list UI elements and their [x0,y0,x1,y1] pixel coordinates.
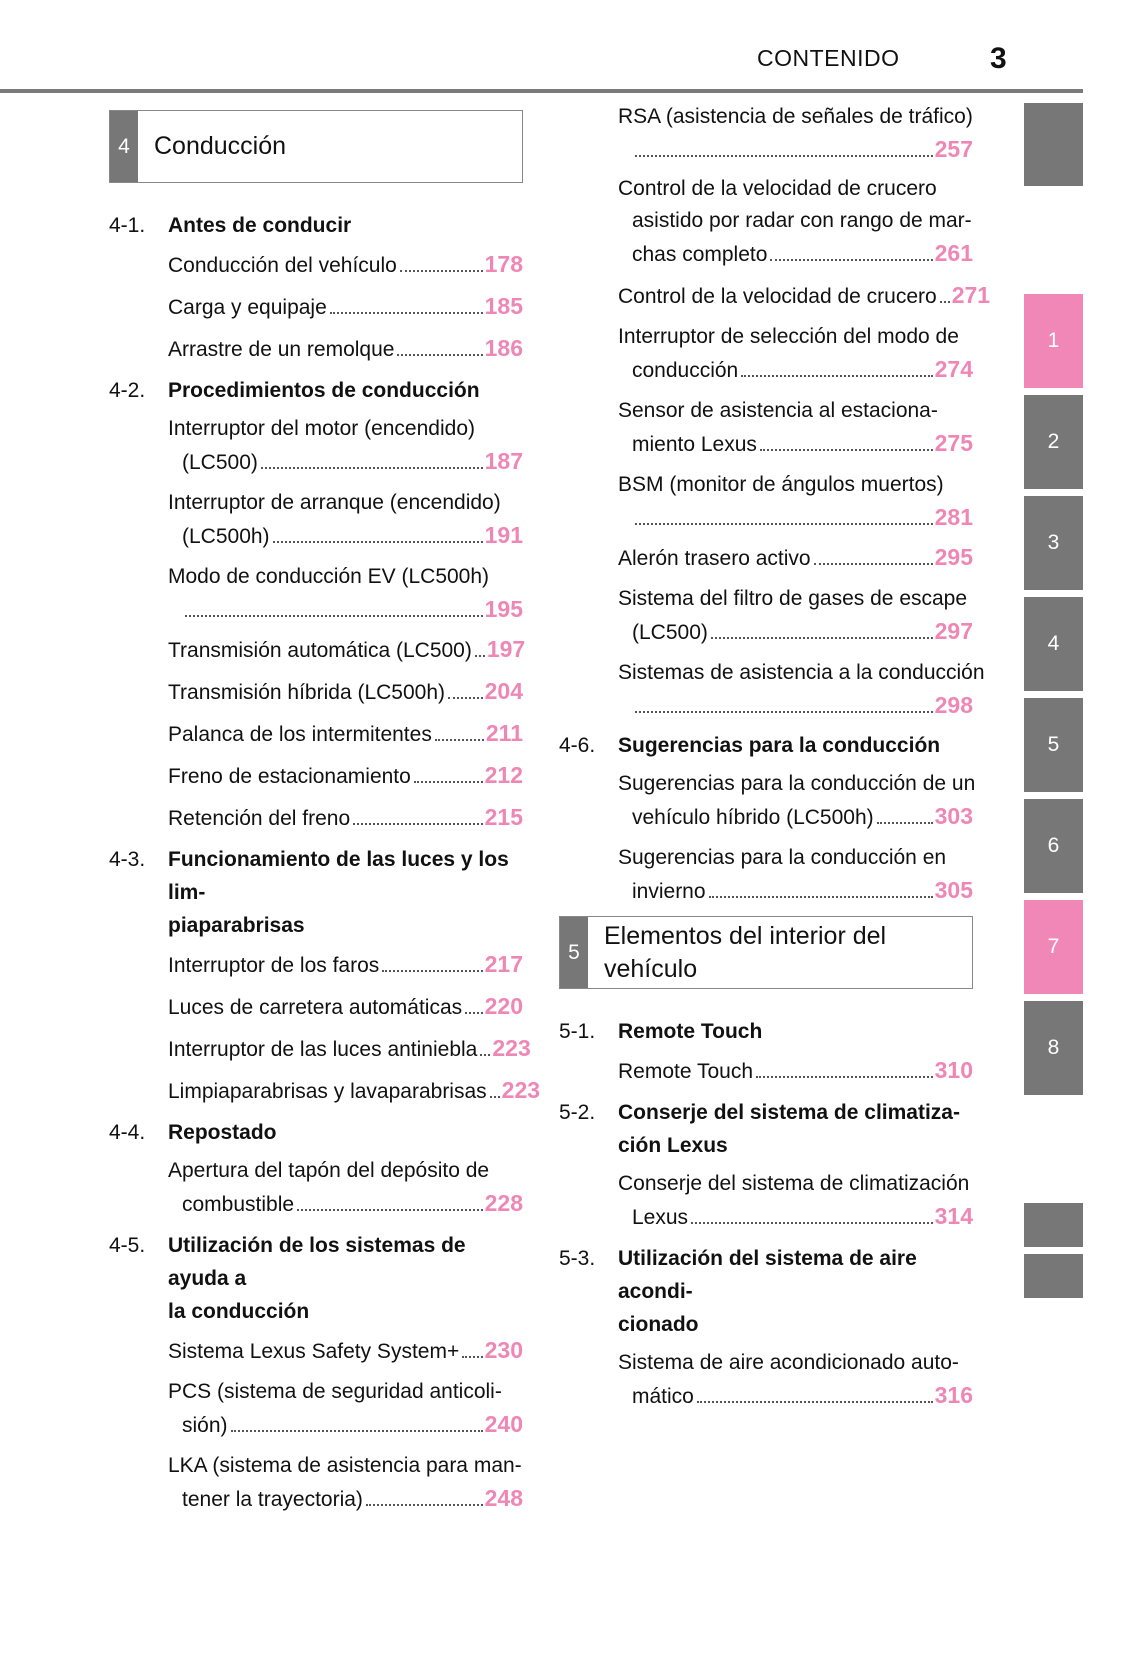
section-title-line: Repostado [168,1121,277,1144]
page-link[interactable]: 316 [934,1382,973,1408]
section-title-line: Remote Touch [618,1020,763,1043]
toc-entry[interactable] [618,1054,973,1088]
section-title-line: Antes de conducir [168,214,352,237]
chapter-number: 4 [110,111,138,182]
entry-text: Alerón trasero activo [618,547,811,570]
entry-line [618,657,985,689]
toc-entry[interactable] [618,321,973,387]
section-title [168,843,523,942]
entry-line [168,675,523,709]
entry-line [618,1347,973,1379]
toc-entry[interactable] [168,717,523,751]
entry-line [618,427,973,461]
toc-entry[interactable] [618,279,991,313]
page-link[interactable]: 185 [484,293,523,319]
dot-leader [770,259,932,261]
section-number: 5-2. [559,1101,596,1124]
entry-text: vehículo híbrido (LC500h) [632,806,874,829]
entry-line [618,395,973,427]
entry-line [168,487,523,519]
toc-entry[interactable] [618,173,973,271]
page-link[interactable]: 211 [485,720,523,746]
toc-entry[interactable] [168,990,523,1024]
dot-leader [490,1096,500,1098]
entry-text: Arrastre de un remolque [168,338,395,361]
page-link[interactable]: 295 [934,544,973,570]
section-number: 4-4. [109,1121,146,1144]
entry-line [618,583,973,615]
dot-leader [756,1076,933,1078]
section-title-line: la conducción [168,1300,310,1323]
section-number: 5-1. [559,1020,596,1043]
entry-text: invierno [632,880,706,903]
dot-leader [397,354,482,356]
chapter-tab-7[interactable]: 7 [1024,900,1083,994]
chapter-tab-blank-0[interactable] [1024,103,1083,186]
chapter-tab-5[interactable]: 5 [1024,698,1083,792]
entry-line [168,593,523,625]
chapter-heading [109,110,523,183]
page-link[interactable]: 195 [484,596,523,622]
entry-text: Interruptor del motor (encendido) [168,417,475,440]
entry-line [618,768,976,800]
section-heading [109,1229,523,1328]
page-link[interactable]: 297 [934,618,973,644]
entry-line [168,990,523,1024]
dot-leader [697,1401,933,1403]
toc-entry[interactable] [168,801,523,835]
chapter-tab-2[interactable]: 2 [1024,395,1083,489]
page-link[interactable]: 191 [484,522,523,548]
entry-text: Transmisión automática (LC500) [168,639,472,662]
dot-leader [185,615,483,617]
entry-text: conducción [632,359,739,382]
chapter-tab-6[interactable]: 6 [1024,799,1083,893]
entry-text: Sistemas de asistencia a la conducción [618,661,985,684]
section-heading [559,729,973,762]
page-number: 3 [990,42,1007,75]
entry-line [168,290,523,324]
entry-text: Interruptor de arranque (encendido) [168,491,501,514]
entry-line [168,1334,523,1368]
section-title [168,374,480,407]
dot-leader [465,1012,482,1014]
entry-line [618,615,973,649]
chapter-tab-blank-9[interactable] [1024,1203,1083,1247]
entry-line [168,1482,523,1516]
toc-entry[interactable] [168,1032,531,1066]
toc-entry[interactable] [618,768,976,834]
dot-leader [273,541,483,543]
toc-entry[interactable] [168,332,523,366]
page-link[interactable]: 186 [484,335,523,361]
dot-leader [475,655,485,657]
entry-text: Interruptor de las luces antiniebla [168,1038,478,1061]
right-column [559,101,991,1421]
section-number: 4-2. [109,379,146,402]
toc-entry[interactable] [168,413,523,479]
entry-text: tener la trayectoria) [182,1488,363,1511]
entry-text: Modo de conducción EV (LC500h) [168,565,490,588]
section-heading [109,1116,523,1149]
entry-text: Interruptor de selección del modo de [618,325,959,348]
page-link[interactable]: 217 [484,951,523,977]
toc-entry[interactable] [168,487,523,553]
entry-text: Freno de estacionamiento [168,765,411,788]
chapter-tab-1[interactable]: 1 [1024,294,1083,388]
page-link[interactable]: 220 [484,993,523,1019]
dot-leader [741,375,932,377]
dot-leader [877,822,933,824]
dot-leader [760,449,933,451]
section-title-line: ción Lexus [618,1134,728,1157]
entry-line [168,1187,523,1221]
page-link[interactable]: 271 [951,282,991,308]
entry-line [618,133,973,165]
entry-line [168,1074,541,1108]
toc-entry[interactable] [168,675,523,709]
toc-entry[interactable] [168,759,523,793]
page-link[interactable]: 215 [484,804,523,830]
page-link[interactable]: 197 [486,636,526,662]
page-link[interactable]: 275 [934,430,973,456]
entry-line [618,800,973,834]
chapter-title [588,917,886,988]
header-title: CONTENIDO [757,45,900,71]
page-link[interactable]: 310 [934,1057,973,1083]
section-number: 4-1. [109,214,146,237]
toc-entry[interactable] [618,583,973,649]
entry-line [618,1379,973,1413]
entry-line [168,717,523,751]
section-number: 4-3. [109,848,146,871]
section-title-line: piaparabrisas [168,914,305,937]
dot-leader [480,1054,490,1056]
dot-leader [711,637,933,639]
page-link[interactable]: 281 [934,504,973,530]
entry-line [168,1408,523,1442]
page-link[interactable]: 303 [934,803,973,829]
left-column [109,110,541,1524]
entry-line [618,874,973,908]
entry-line [168,801,523,835]
entry-line [168,413,523,445]
dot-leader [353,823,483,825]
chapter-number: 5 [560,917,588,988]
toc-entry[interactable] [168,248,523,282]
page-link[interactable]: 204 [484,678,523,704]
toc-entry[interactable] [618,1168,973,1234]
entry-text: Apertura del tapón del depósito de [168,1159,490,1182]
dot-leader [448,697,483,699]
entry-text: Palanca de los intermitentes [168,723,432,746]
entry-text: Luces de carretera automáticas [168,996,463,1019]
entry-line [168,1155,523,1187]
section-title [618,1015,762,1048]
entry-line [168,248,523,282]
entry-line [618,1168,973,1200]
dot-leader [400,270,483,272]
entry-text: (LC500) [182,451,258,474]
entry-line [618,501,973,533]
entry-text: Transmisión híbrida (LC500h) [168,681,446,704]
entry-text: Sistema de aire acondicionado auto- [618,1351,959,1374]
entry-line [618,689,973,721]
dot-leader [691,1222,933,1224]
entry-text: Sistema del filtro de gases de escape [618,587,968,610]
dot-leader [231,1430,483,1432]
entry-text: (LC500h) [182,525,270,548]
page-link[interactable]: 257 [934,136,973,162]
entry-text: asistido por radar con rango de mar- [632,209,972,232]
entry-line [618,173,973,205]
section-heading [109,209,523,242]
entry-line [168,1032,531,1066]
page-link[interactable]: 187 [484,448,523,474]
section-heading [109,374,523,407]
entry-text: Interruptor de los faros [168,954,380,977]
toc-entry[interactable] [168,1450,523,1516]
section-title-line: Conserje del sistema de climatiza- [618,1101,960,1124]
entry-text: Conducción del vehículo [168,254,397,277]
dot-leader [366,1504,483,1506]
section-title-line: Utilización de los sistemas de ayuda a [168,1234,466,1290]
page-link[interactable]: 298 [934,692,973,718]
entry-text: Retención del freno [168,807,351,830]
toc-entry[interactable] [168,633,526,667]
entry-line [618,279,991,313]
header-rule [0,89,1083,93]
section-title-line: Utilización del sistema de aire acondi- [618,1247,917,1303]
dot-leader [297,1209,483,1211]
section-heading [559,1242,973,1341]
entry-text: Sensor de asistencia al estaciona- [618,399,938,422]
dot-leader [635,523,933,525]
entry-line [168,519,523,553]
entry-line [618,237,973,271]
section-title [618,729,940,762]
dot-leader [635,155,933,157]
page-link[interactable]: 178 [484,251,523,277]
entry-line [618,1200,973,1234]
chapter-heading [559,916,973,989]
entry-text: RSA (asistencia de señales de tráfico) [618,105,973,128]
page-link[interactable]: 228 [484,1190,523,1216]
page-link[interactable]: 212 [484,762,523,788]
toc-entry[interactable] [168,1074,541,1108]
entry-line [168,759,523,793]
toc-entry[interactable] [618,541,973,575]
toc-entry[interactable] [168,1155,523,1221]
chapter-tab-4[interactable]: 4 [1024,597,1083,691]
section-heading [109,843,523,942]
dot-leader [330,312,483,314]
section-number: 4-6. [559,734,596,757]
entry-line [618,321,973,353]
toc-entry[interactable] [618,101,973,165]
entry-line [618,842,973,874]
toc-entry[interactable] [618,657,985,721]
entry-text: Conserje del sistema de climatización [618,1172,970,1195]
section-title [618,1242,973,1341]
toc-entry[interactable] [168,1334,523,1368]
entry-text: mático [632,1385,694,1408]
toc-entry[interactable] [168,290,523,324]
entry-text: Sugerencias para la conducción de un [618,772,976,795]
page-link[interactable]: 261 [934,240,973,266]
entry-text: Sugerencias para la conducción en [618,846,947,869]
entry-text: (LC500) [632,621,708,644]
toc-entry[interactable] [618,469,973,533]
dot-leader [382,970,482,972]
page-link[interactable]: 223 [492,1035,531,1061]
chapter-title-line: Elementos del interior del [604,921,887,950]
section-title [618,1096,960,1162]
entry-line [618,1054,973,1088]
page-link[interactable]: 248 [484,1485,523,1511]
section-title [168,209,351,242]
section-number: 4-5. [109,1234,146,1257]
page-link[interactable]: 230 [484,1337,523,1363]
section-title-line: Procedimientos de conducción [168,379,480,402]
entry-line [168,1450,523,1482]
dot-leader [414,781,483,783]
entry-text: miento Lexus [632,433,757,456]
entry-text: Sistema Lexus Safety System+ [168,1340,460,1363]
chapter-tab-8[interactable]: 8 [1024,1001,1083,1095]
dot-leader [814,563,933,565]
dot-leader [635,711,933,713]
entry-text: Lexus [632,1206,689,1229]
entry-text: BSM (monitor de ángulos muertos) [618,473,944,496]
chapter-title-line: vehículo [604,954,698,983]
page-link[interactable]: 314 [934,1203,973,1229]
page-link[interactable]: 223 [501,1077,541,1103]
entry-line [618,541,973,575]
dot-leader [462,1356,482,1358]
entry-text: Control de la velocidad de crucero [618,177,937,200]
page-link[interactable]: 274 [934,356,973,382]
entry-text: Remote Touch [618,1060,754,1083]
entry-line [618,101,973,133]
section-heading [559,1015,973,1048]
entry-text: Limpiaparabrisas y lavaparabrisas [168,1080,487,1103]
entry-line [168,1376,523,1408]
chapter-tab-3[interactable]: 3 [1024,496,1083,590]
entry-text: combustible [182,1193,295,1216]
chapter-tab-blank-10[interactable] [1024,1254,1083,1298]
entry-text: LKA (sistema de asistencia para man- [168,1454,522,1477]
entry-text: Carga y equipaje [168,296,327,319]
section-title-line: Sugerencias para la conducción [618,734,941,757]
section-heading [559,1096,973,1162]
toc-entry[interactable] [618,1347,973,1413]
dot-leader [940,301,950,303]
entry-line [618,353,973,387]
entry-line [168,332,523,366]
section-title-line: cionado [618,1313,699,1336]
toc-entry[interactable] [618,842,973,908]
entry-line [168,445,523,479]
section-title-line: Funcionamiento de las luces y los lim- [168,848,509,904]
section-number: 5-3. [559,1247,596,1270]
entry-line [618,469,973,501]
entry-line [168,948,523,982]
dot-leader [435,739,484,741]
chapter-title-line: Conducción [154,132,287,160]
dot-leader [709,896,933,898]
toc-entry[interactable] [618,395,973,461]
entry-line [618,205,973,237]
entry-text: chas completo [632,243,768,266]
section-title [168,1229,523,1328]
page-link[interactable]: 240 [484,1411,523,1437]
entry-text: sión) [182,1414,228,1437]
toc-entry[interactable] [168,948,523,982]
entry-line [168,633,526,667]
toc-entry[interactable] [168,1376,523,1442]
page-link[interactable]: 305 [934,877,973,903]
toc-entry[interactable] [168,561,523,625]
section-title [168,1116,277,1149]
entry-text: Control de la velocidad de crucero [618,285,937,308]
entry-text: PCS (sistema de seguridad anticoli- [168,1380,502,1403]
dot-leader [261,467,483,469]
chapter-title [138,111,286,182]
entry-line [168,561,523,593]
